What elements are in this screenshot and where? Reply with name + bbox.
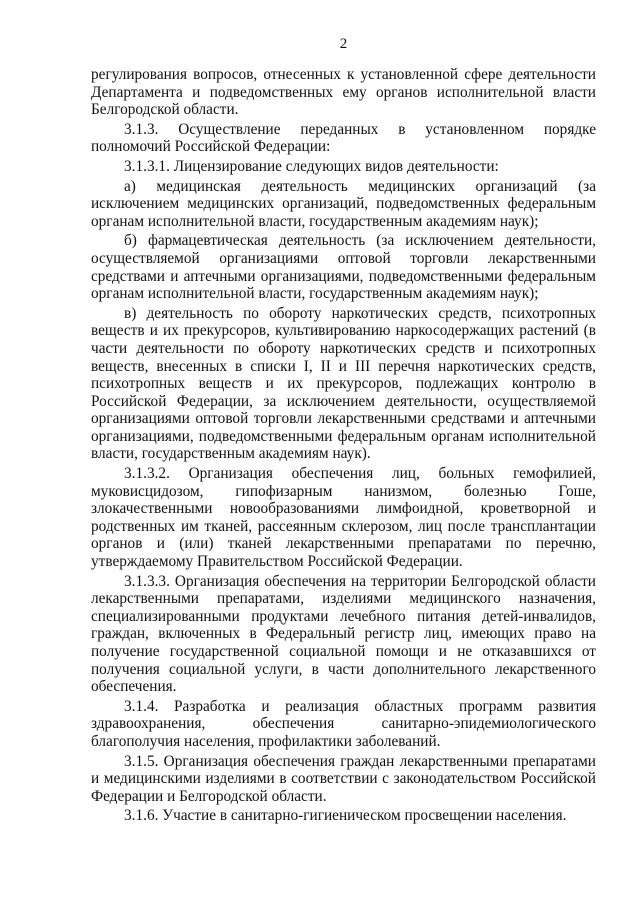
paragraph-3-1-3-1: 3.1.3.1. Лицензирование следующих видов деятельности: (124, 157, 499, 175)
paragraph-3-1-4: 3.1.4. Разработка и реализация областных программ развития здравоохранения, обеспечения санитарно-эпидемиологического благополучия населения, профилактики заболеваний. (91, 697, 596, 750)
paragraph-3-1-3-3: 3.1.3.3. Организация обеспечения на территории Белгородской области лекарственными препаратами, изделиями медицинского назначения, специализированными продуктами лечебного питания детей-инвалидов, граждан, включенных в Федеральный регистр лиц, имеющих право на получение государственной социальной помощи и не отказавшихся от получения социальной услуги, в части дополнительного лекарственного обеспечения. (91, 572, 596, 696)
page-number: 2 (339, 36, 348, 52)
paragraph-item-b: б) фармацевтическая деятельность (за исключением деятельности, осуществляемой организациями оптовой торговли лекарственными средствами и аптечными организациями, подведомственными федеральным органам исполнительной власти, государственным академиям наук); (91, 232, 596, 303)
paragraph-continuation: регулирования вопросов, отнесенных к установленной сфере деятельности Департамента и подведомственных ему органов исполнительной власти Белгородской области. (91, 66, 596, 119)
paragraph-3-1-6: 3.1.6. Участие в санитарно-гигиеническом просвещении населения. (124, 807, 567, 825)
paragraph-3-1-3: 3.1.3. Осуществление переданных в установленном порядке полномочий Российской Федерации: (91, 120, 596, 156)
paragraph-3-1-5: 3.1.5. Организация обеспечения граждан лекарственными препаратами и медицинскими изделиями в соответствии с законодательством Российской Федерации и Белгородской области. (91, 752, 596, 805)
paragraph-3-1-3-2: 3.1.3.2. Организация обеспечения лиц, больных гемофилией, муковисцидозом, гипофизарным нанизмом, болезнью Гоше, злокачественными новообразованиями лимфоидной, кроветворной и родственных им тканей, рассеянным склерозом, лиц после трансплантации органов и (или) тканей лекарственными препаратами по перечню, утверждаемому Правительством Российской Федерации. (91, 465, 596, 571)
paragraph-item-v: в) деятельность по обороту наркотических средств, психотропных веществ и их прекурсоров, культивированию наркосодержащих растений (в части деятельности по обороту наркотических средств и психотропных веществ, внесенных в списки I, II и III перечня наркотических средств, психотропных веществ и их прекурсоров, подлежащих контролю в Российской Федерации, за исключением деятельности, осуществляемой организациями оптовой торговли лекарственными средствами и аптечными организациями, подведомственными федеральным органам исполнительной власти, государственным академиям наук). (91, 304, 596, 463)
paragraph-item-a: а) медицинская деятельность медицинских организаций (за исключением медицинских организаций, подведомственных федеральным органам исполнительной власти, государственным академиям наук); (91, 177, 596, 230)
